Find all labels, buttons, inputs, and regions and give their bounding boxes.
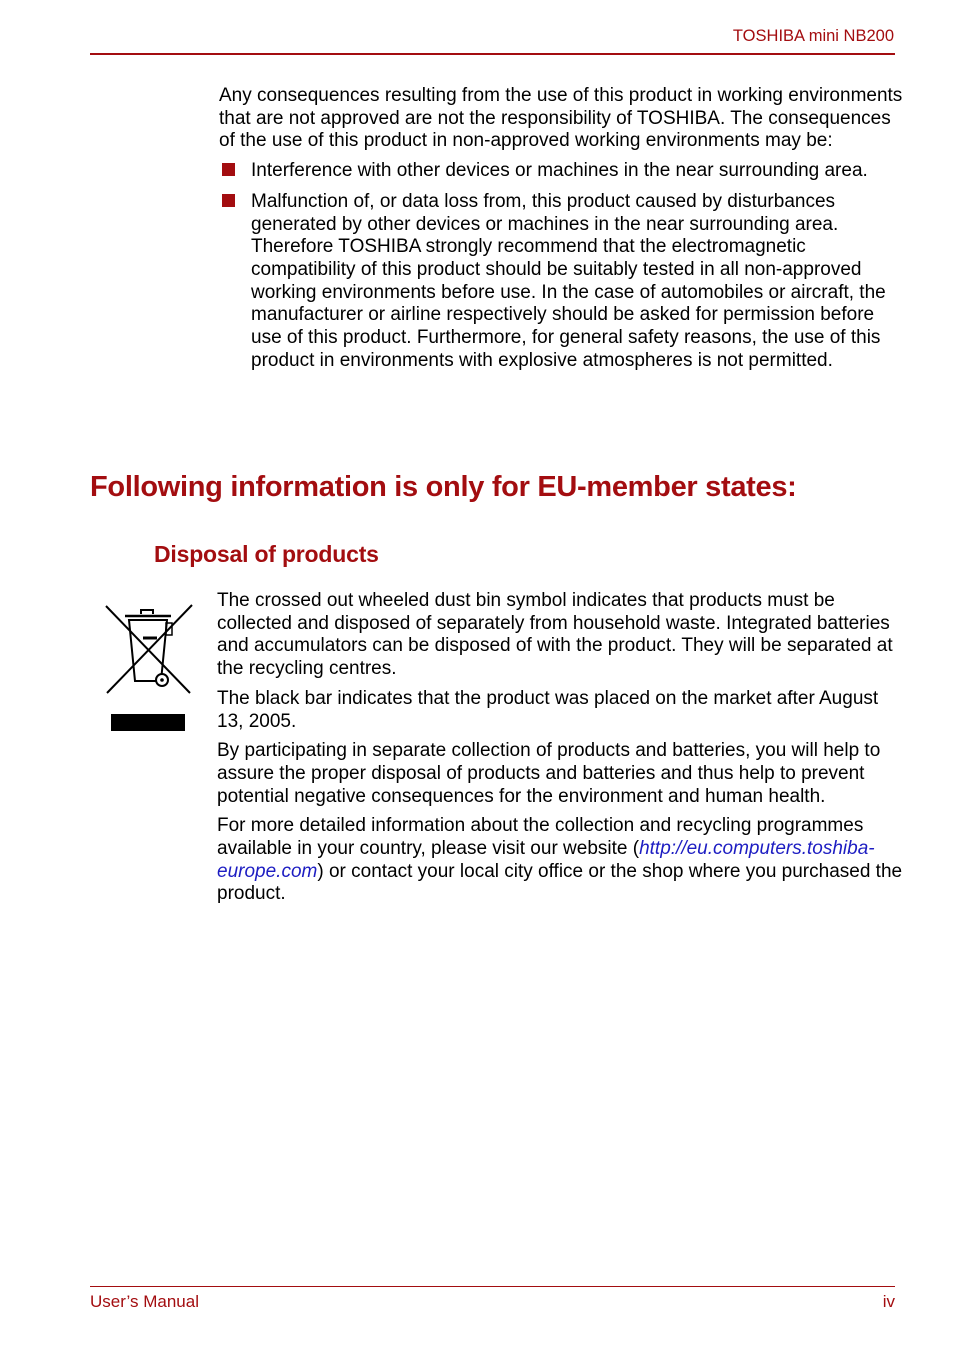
subsection-heading: Disposal of products bbox=[154, 541, 379, 567]
disposal-paragraph: By participating in separate collection of products and batteries, you will help to assure the proper disposal of products and batteries and thus help to prevent potential negative consequences for the environment and human health. bbox=[217, 740, 881, 807]
crossed-out-wheeled-bin-icon bbox=[104, 603, 194, 695]
bullet-square-icon bbox=[222, 163, 235, 176]
contact-text-before-link: For more detailed information about the collection and recycling programmes available in your country, please visit our website ( bbox=[217, 815, 864, 860]
list-item bbox=[219, 160, 909, 183]
bullet-square-icon bbox=[222, 194, 235, 207]
website-link[interactable]: http://eu.computers.toshiba-europe.com bbox=[217, 838, 875, 882]
disposal-paragraph-contact bbox=[217, 815, 907, 906]
page-number: iv bbox=[882, 1292, 895, 1311]
footer-divider bbox=[90, 1286, 895, 1287]
list-item bbox=[219, 191, 909, 373]
contact-text-after-link: ) or contact your local city office or the shop where you purchased the product. bbox=[217, 860, 903, 905]
intro-section bbox=[219, 85, 909, 380]
intro-paragraph: Any consequences resulting from the use of this product in working environments that are not approved are not the responsibility of TOSHIBA. The consequences of the use of this product in non-approved working environments may be: bbox=[219, 85, 903, 152]
footer-manual-label: User’s Manual bbox=[90, 1292, 199, 1311]
consequence-list bbox=[219, 160, 909, 372]
header-divider bbox=[90, 53, 895, 55]
disposal-paragraph: The crossed out wheeled dust bin symbol indicates that products must be collected and disposed of separately from household waste. Integrated batteries and accumulators can be disposed of with the product. They will be separated at the recycling centres. bbox=[217, 590, 893, 680]
disposal-paragraph: The black bar indicates that the product was placed on the market after August 13, 2005. bbox=[217, 687, 879, 732]
section-heading: Following information is only for EU-member states: bbox=[90, 471, 797, 503]
disposal-section bbox=[217, 590, 907, 913]
list-item-text: Malfunction of, or data loss from, this product caused by disturbances generated by other devices or machines in the near surrounding area. Therefore TOSHIBA strongly recommend that the electromagnetic compatibility of this product should be suitably tested in all non-approved working environments before use. In the case of automobiles or aircraft, the manufacturer or airline respectively should be asked for permission before use of this product. Furthermore, for general safety reasons, the use of this product in environments with explosive atmospheres is not permitted. bbox=[251, 190, 886, 371]
black-bar-marker bbox=[111, 714, 185, 731]
running-header-title: TOSHIBA mini NB200 bbox=[732, 27, 894, 45]
list-item-text: Interference with other devices or machines in the near surrounding area. bbox=[251, 160, 868, 182]
